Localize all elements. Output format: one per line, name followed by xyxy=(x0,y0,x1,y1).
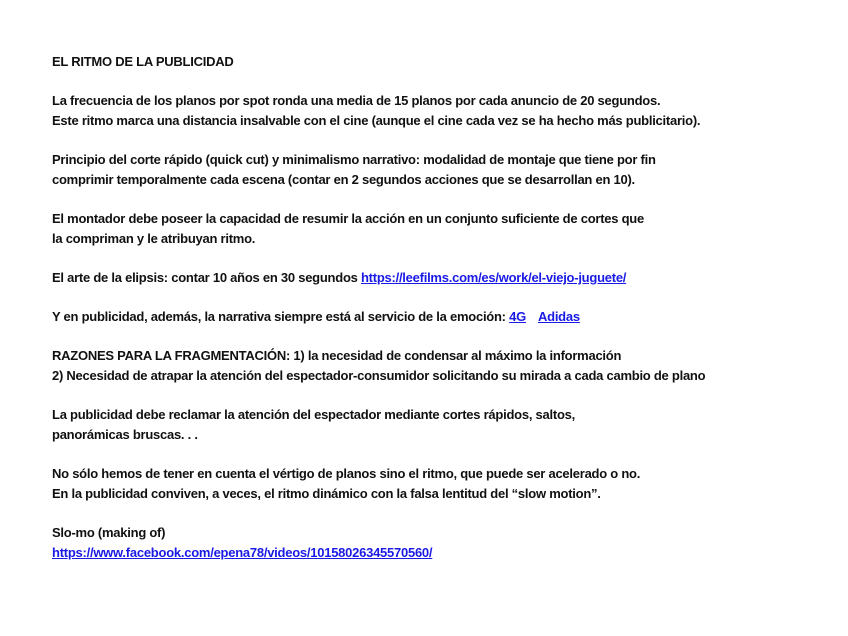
paragraph-frecuencia-line1: La frecuencia de los planos por spot ronda una media de 15 planos por cada anuncio de 20 segundos. xyxy=(52,93,661,108)
facebook-video-link[interactable]: https://www.facebook.com/epena78/videos/10158026345570560/ xyxy=(52,545,433,560)
paragraph-vertigo-line2: En la publicidad conviven, a veces, el ritmo dinámico con la falsa lentitud del “slow motion”. xyxy=(52,486,601,501)
paragraph-vertigo xyxy=(52,464,832,504)
paragraph-slomo xyxy=(52,523,832,563)
paragraph-montador xyxy=(52,209,832,249)
paragraph-elipsis-text: El arte de la elipsis: contar 10 años en 30 segundos xyxy=(52,270,361,285)
paragraph-atencion-line1: La publicidad debe reclamar la atención del espectador mediante cortes rápidos, saltos, xyxy=(52,407,575,422)
paragraph-elipsis xyxy=(52,268,832,288)
slide-title: EL RITMO DE LA PUBLICIDAD xyxy=(52,54,234,69)
razones-heading: RAZONES PARA LA FRAGMENTACIÓN: xyxy=(52,348,291,363)
paragraph-corte-rapido xyxy=(52,150,832,190)
paragraph-razones xyxy=(52,346,832,386)
razones-item-1: 1) la necesidad de condensar al máximo la información xyxy=(290,348,622,363)
slomo-label: Slo-mo (making of) xyxy=(52,525,166,540)
slomo-line-link xyxy=(52,543,832,563)
paragraph-frecuencia-line2: Este ritmo marca una distancia insalvable con el cine (aunque el cine cada vez se ha hecho más publicitario). xyxy=(52,113,701,128)
paragraph-corte-rapido-line1: Principio del corte rápido (quick cut) y minimalismo narrativo: modalidad de montaje que tiene por fin xyxy=(52,152,656,167)
razones-item-2: 2) Necesidad de atrapar la atención del espectador-consumidor solicitando su mirada a cada cambio de plano xyxy=(52,368,706,383)
slide-title-paragraph xyxy=(52,52,832,72)
leefilms-link[interactable]: https://leefilms.com/es/work/el-viejo-juguete/ xyxy=(360,270,627,285)
slide-content xyxy=(52,52,832,582)
link-4g[interactable]: 4G xyxy=(509,309,526,324)
paragraph-razones-line1 xyxy=(52,346,832,366)
paragraph-atencion-line2: panorámicas bruscas. . . xyxy=(52,427,198,442)
paragraph-montador-line1: El montador debe poseer la capacidad de resumir la acción en un conjunto suficiente de cortes que xyxy=(52,211,644,226)
paragraph-corte-rapido-line2: comprimir temporalmente cada escena (contar en 2 segundos acciones que se desarrollan en 10). xyxy=(52,172,635,187)
paragraph-emocion xyxy=(52,307,832,327)
paragraph-vertigo-line1: No sólo hemos de tener en cuenta el vértigo de planos sino el ritmo, que puede ser acelerado o no. xyxy=(52,466,641,481)
paragraph-atencion xyxy=(52,405,832,445)
link-adidas[interactable]: Adidas xyxy=(537,309,580,324)
paragraph-emocion-text: Y en publicidad, además, la narrativa siempre está al servicio de la emoción: xyxy=(52,309,510,324)
paragraph-emocion-line xyxy=(52,307,832,327)
paragraph-elipsis-line xyxy=(52,268,832,288)
paragraph-frecuencia xyxy=(52,91,832,131)
paragraph-montador-line2: la compriman y le atribuyan ritmo. xyxy=(52,231,256,246)
